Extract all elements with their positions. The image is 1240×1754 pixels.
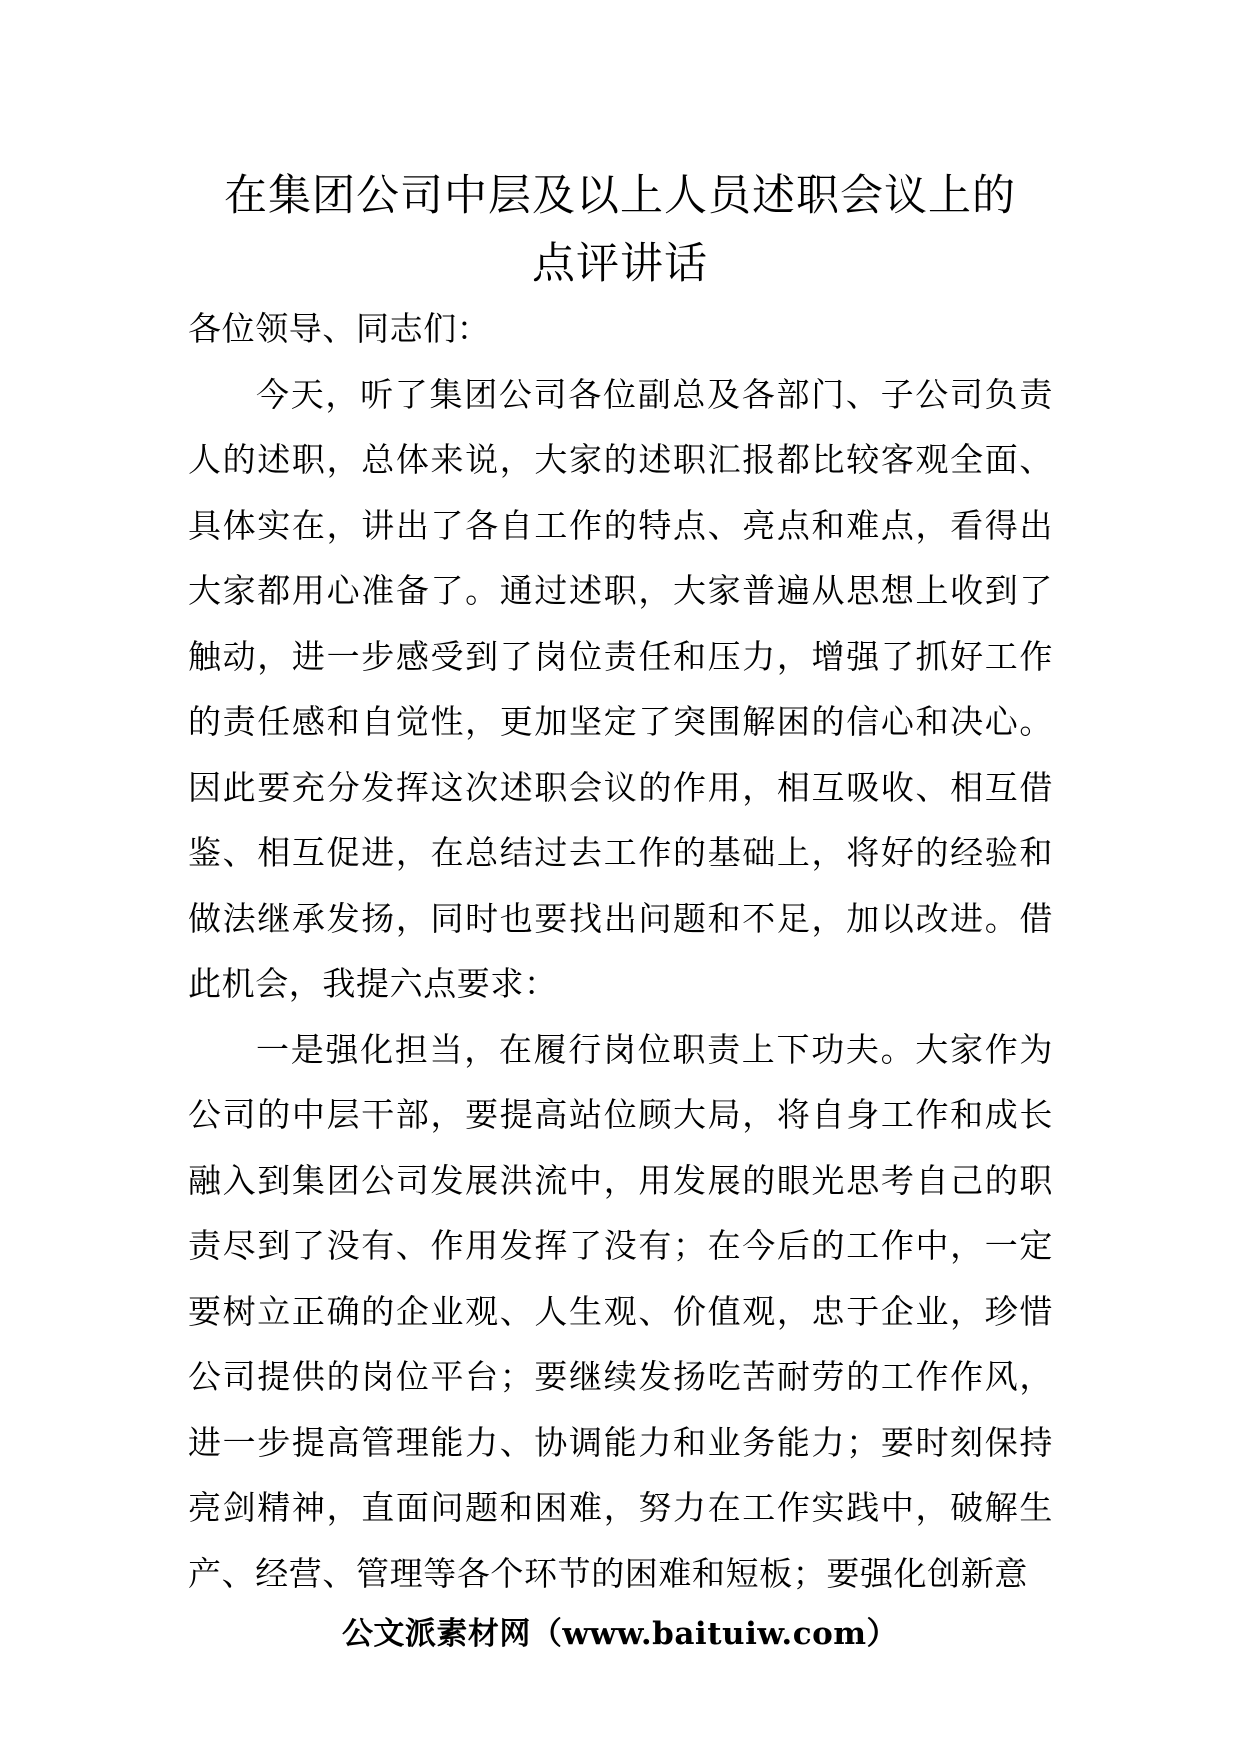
- paragraph-point-1: [188, 1017, 1053, 1607]
- point-1-heading: 一是强化担当，在履行岗位职责上下功夫。: [256, 1029, 916, 1069]
- title-line-1: 在集团公司中层及以上人员述职会议上的: [224, 171, 1016, 221]
- salutation: 各位领导、同志们：: [188, 309, 491, 348]
- paragraph-opening: 今天，听了集团公司各位副总及各部门、子公司负责人的述职，总体来说，大家的述职汇报都比较客观全面、具体实在，讲出了各自工作的特点、亮点和难点，看得出大家都用心准备了。通过述职，大家普遍从思想上收到了触动，进一步感受到了岗位责任和压力，增强了抓好工作的责任感和自觉性，更加坚定了突围解困的信心和决心。因此要充分发挥这次述职会议的作用，相互吸收、相互借鉴、相互促进，在总结过去工作的基础上，将好的经验和做法继承发扬，同时也要找出问题和不足，加以改进。借此机会，我提六点要求：: [188, 374, 1053, 1003]
- document-title: [160, 162, 1080, 298]
- footer-watermark: 公文派素材网（www.baituiw.com）: [341, 1616, 899, 1652]
- document-body: [188, 296, 1053, 1606]
- title-line-2: 点评讲话: [532, 239, 708, 289]
- point-1-body: 大家作为公司的中层干部，要提高站位顾大局，将自身工作和成长融入到集团公司发展洪流中，用发展的眼光思考自己的职责尽到了没有、作用发挥了没有；在今后的工作中，一定要树立正确的企业观、人生观、价值观，忠于企业，珍惜公司提供的岗位平台；要继续发扬吃苦耐劳的工作作风，进一步提高管理能力、协调能力和业务能力；要时刻保持亮剑精神，直面问题和困难，努力在工作实践中，破解生产、经营、管理等各个环节的困难和短板；要强化创新意: [188, 1029, 1053, 1593]
